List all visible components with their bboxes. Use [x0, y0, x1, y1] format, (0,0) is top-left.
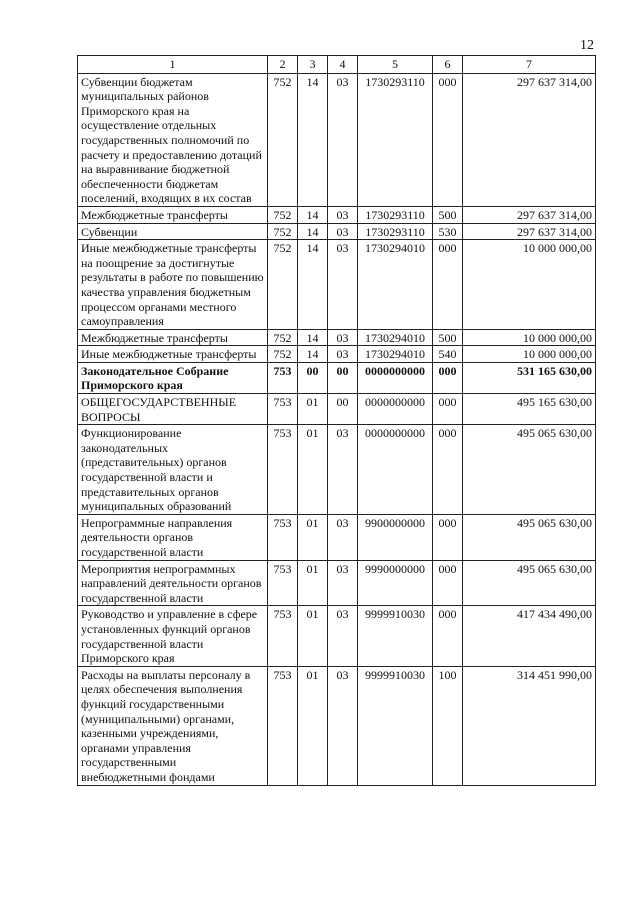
column-header-4: 4	[328, 56, 358, 74]
page-number: 12	[580, 38, 594, 53]
table-row	[78, 425, 596, 515]
row-ministry-code: 753	[268, 666, 298, 785]
row-ministry-code: 752	[268, 223, 298, 240]
column-header-2: 2	[268, 56, 298, 74]
column-header-3: 3	[298, 56, 328, 74]
row-subsection-code: 00	[328, 394, 358, 425]
row-amount-cell: 417 434 490,00	[463, 606, 596, 666]
table-row	[78, 560, 596, 606]
row-name-cell: Расходы на выплаты персоналу в целях обеспечения выполнения функций государственными (муниципальными) органами, казенными учреждениями, органами управления государственными внебюджетными фондами	[78, 666, 268, 785]
row-ministry-code: 753	[268, 394, 298, 425]
row-target-article-code: 9999910030	[358, 606, 433, 666]
row-section-code: 14	[298, 73, 328, 206]
row-target-article-code: 0000000000	[358, 362, 433, 393]
row-expense-type-code: 100	[433, 666, 463, 785]
row-amount-cell: 495 065 630,00	[463, 425, 596, 515]
row-subsection-code: 03	[328, 329, 358, 346]
table-row	[78, 329, 596, 346]
row-section-code: 14	[298, 346, 328, 363]
row-section-code: 01	[298, 514, 328, 560]
table-row	[78, 666, 596, 785]
row-name-cell: Иные межбюджетные трансферты	[78, 346, 268, 363]
column-header-5: 5	[358, 56, 433, 74]
row-amount-cell: 10 000 000,00	[463, 240, 596, 330]
column-header-7: 7	[463, 56, 596, 74]
row-name-cell: Функционирование законодательных (представительных) органов государственной власти и представительных органов муниципальных образований	[78, 425, 268, 515]
row-ministry-code: 753	[268, 560, 298, 606]
row-expense-type-code: 000	[433, 606, 463, 666]
column-header-1: 1	[78, 56, 268, 74]
row-subsection-code: 03	[328, 346, 358, 363]
column-header-6: 6	[433, 56, 463, 74]
row-amount-cell: 297 637 314,00	[463, 73, 596, 206]
row-amount-cell: 297 637 314,00	[463, 206, 596, 223]
row-section-code: 14	[298, 223, 328, 240]
row-name-cell: Субвенции	[78, 223, 268, 240]
row-ministry-code: 752	[268, 329, 298, 346]
row-subsection-code: 03	[328, 666, 358, 785]
row-subsection-code: 03	[328, 606, 358, 666]
table-row	[78, 606, 596, 666]
row-target-article-code: 1730294010	[358, 240, 433, 330]
row-section-code: 14	[298, 329, 328, 346]
row-expense-type-code: 000	[433, 425, 463, 515]
row-name-cell: Субвенции бюджетам муниципальных районов Приморского края на осуществление отдельных государственных полномочий по расчету и предоставлению дотаций на выравнивание бюджетной обеспеченности бюджетам поселений, входящих в их состав	[78, 73, 268, 206]
row-section-code: 14	[298, 206, 328, 223]
row-section-code: 01	[298, 425, 328, 515]
row-expense-type-code: 000	[433, 73, 463, 206]
row-ministry-code: 753	[268, 425, 298, 515]
row-subsection-code: 03	[328, 73, 358, 206]
row-section-code: 01	[298, 606, 328, 666]
row-subsection-code: 03	[328, 425, 358, 515]
row-expense-type-code: 500	[433, 206, 463, 223]
row-expense-type-code: 530	[433, 223, 463, 240]
row-amount-cell: 495 065 630,00	[463, 514, 596, 560]
row-target-article-code: 0000000000	[358, 425, 433, 515]
row-expense-type-code: 000	[433, 362, 463, 393]
table-row	[78, 240, 596, 330]
row-ministry-code: 753	[268, 606, 298, 666]
row-target-article-code: 1730293110	[358, 223, 433, 240]
table-row	[78, 223, 596, 240]
row-ministry-code: 753	[268, 362, 298, 393]
row-section-code: 14	[298, 240, 328, 330]
table-row	[78, 206, 596, 223]
row-expense-type-code: 540	[433, 346, 463, 363]
table-row	[78, 346, 596, 363]
budget-table	[77, 55, 596, 786]
row-ministry-code: 752	[268, 206, 298, 223]
row-name-cell: Непрограммные направления деятельности органов государственной власти	[78, 514, 268, 560]
row-ministry-code: 753	[268, 514, 298, 560]
row-name-cell: Иные межбюджетные трансферты на поощрение за достигнутые результаты в работе по повышению качества управления бюджетным процессом органами местного самоуправления	[78, 240, 268, 330]
row-target-article-code: 9990000000	[358, 560, 433, 606]
row-subsection-code: 03	[328, 206, 358, 223]
row-name-cell: Мероприятия непрограммных направлений деятельности органов государственной власти	[78, 560, 268, 606]
row-name-cell: Межбюджетные трансферты	[78, 206, 268, 223]
row-expense-type-code: 000	[433, 240, 463, 330]
row-subsection-code: 03	[328, 240, 358, 330]
row-amount-cell: 10 000 000,00	[463, 329, 596, 346]
row-amount-cell: 495 165 630,00	[463, 394, 596, 425]
row-amount-cell: 314 451 990,00	[463, 666, 596, 785]
row-expense-type-code: 000	[433, 394, 463, 425]
table-body	[78, 73, 596, 785]
row-target-article-code: 9999910030	[358, 666, 433, 785]
row-subsection-code: 03	[328, 514, 358, 560]
row-amount-cell: 10 000 000,00	[463, 346, 596, 363]
row-expense-type-code: 000	[433, 560, 463, 606]
row-target-article-code: 9900000000	[358, 514, 433, 560]
row-target-article-code: 1730293110	[358, 73, 433, 206]
row-name-cell: Законодательное Собрание Приморского края	[78, 362, 268, 393]
row-ministry-code: 752	[268, 346, 298, 363]
row-name-cell: Межбюджетные трансферты	[78, 329, 268, 346]
row-amount-cell: 495 065 630,00	[463, 560, 596, 606]
row-expense-type-code: 000	[433, 514, 463, 560]
row-target-article-code: 1730294010	[358, 346, 433, 363]
table-row	[78, 73, 596, 206]
table-header-row	[78, 56, 596, 74]
row-subsection-code: 03	[328, 223, 358, 240]
row-name-cell: ОБЩЕГОСУДАРСТВЕННЫЕ ВОПРОСЫ	[78, 394, 268, 425]
row-ministry-code: 752	[268, 240, 298, 330]
row-subsection-code: 00	[328, 362, 358, 393]
table-row	[78, 394, 596, 425]
row-name-cell: Руководство и управление в сфере установленных функций органов государственной власти Приморского края	[78, 606, 268, 666]
row-section-code: 01	[298, 560, 328, 606]
row-section-code: 01	[298, 394, 328, 425]
row-subsection-code: 03	[328, 560, 358, 606]
row-expense-type-code: 500	[433, 329, 463, 346]
row-target-article-code: 1730293110	[358, 206, 433, 223]
row-section-code: 01	[298, 666, 328, 785]
table-row	[78, 362, 596, 393]
row-amount-cell: 297 637 314,00	[463, 223, 596, 240]
table-row	[78, 514, 596, 560]
row-target-article-code: 1730294010	[358, 329, 433, 346]
row-target-article-code: 0000000000	[358, 394, 433, 425]
row-ministry-code: 752	[268, 73, 298, 206]
row-section-code: 00	[298, 362, 328, 393]
row-amount-cell: 531 165 630,00	[463, 362, 596, 393]
